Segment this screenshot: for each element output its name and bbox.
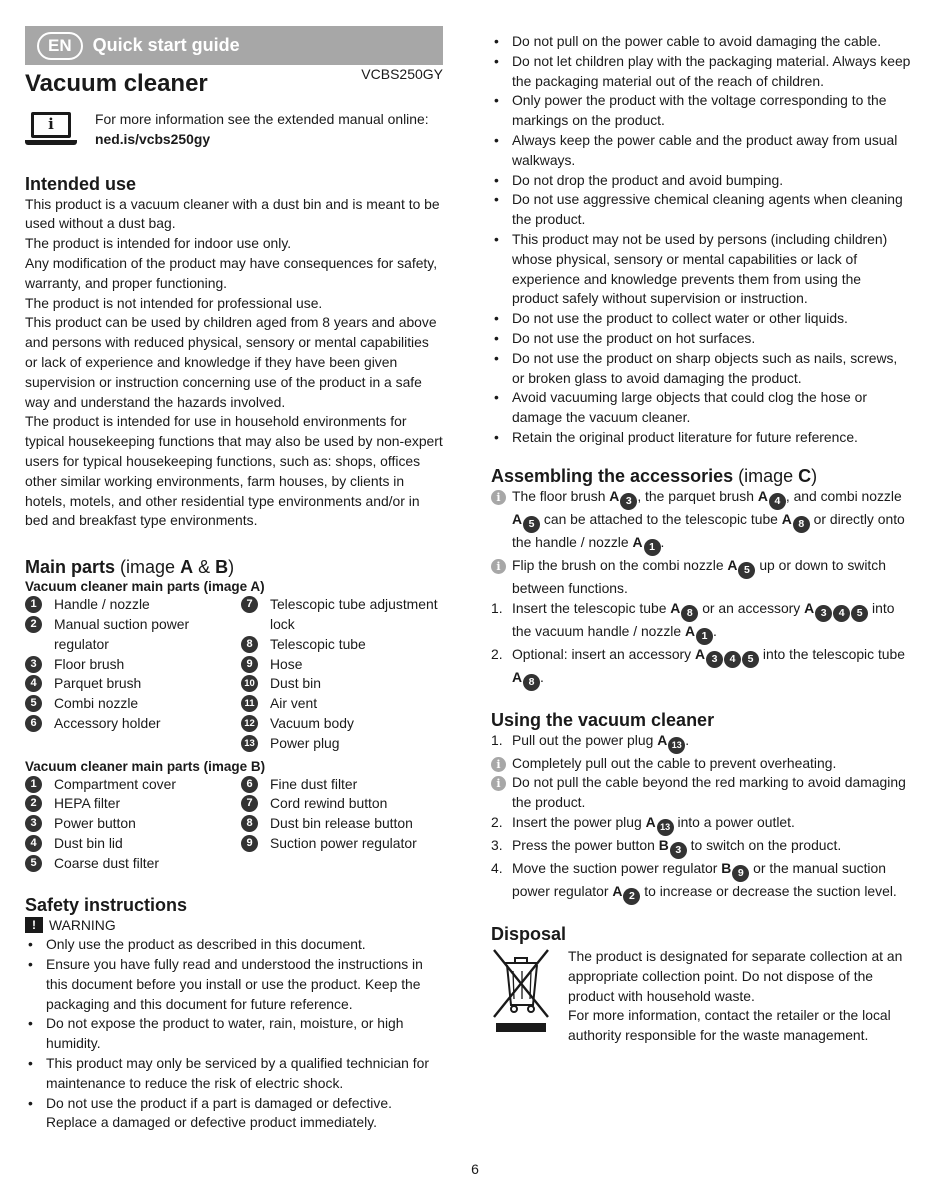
safety-list-left (25, 935, 443, 1133)
list-item: • Do not use the product on sharp objects such as nails, screws, or broken glass to avoid damaging the product. (491, 349, 911, 389)
list-item: • Do not use aggressive chemical cleaning agents when cleaning the product. (491, 190, 911, 230)
list-item: • Do not use the product to collect water or other liquids. (491, 309, 911, 329)
list-item: 1 Compartment cover (25, 775, 241, 795)
intended-use-paragraph: Any modification of the product may have consequences for safety, warranty, and proper functioning. (25, 254, 438, 291)
list-item: • Ensure you have fully read and understood the instructions in this document before you install or use the product. Keep the packaging and this document for future reference. (25, 955, 443, 1014)
list-item: 5 Coarse dust filter (25, 854, 241, 874)
using-note: i Do not pull the cable beyond the red marking to avoid damaging the product. (491, 773, 911, 813)
list-item: • Do not expose the product to water, rain, moisture, or high humidity. (25, 1014, 443, 1054)
warning-triangle-icon: ! (25, 917, 43, 933)
info-icon: i (491, 757, 506, 772)
disposal-heading: Disposal (491, 923, 567, 944)
list-item: • Avoid vacuuming large objects that could clog the hose or damage the vacuum cleaner. (491, 388, 911, 428)
list-item: 3 Power button (25, 814, 241, 834)
assembling-note: i Flip the brush on the combi nozzle A 5 up or down to switch between functions. (491, 556, 911, 599)
list-item: 10 Dust bin (241, 674, 443, 694)
list-item: 4 Dust bin lid (25, 834, 241, 854)
warning-label-row (25, 916, 443, 936)
intended-use-paragraph: The product is intended for use in household environments for typical housekeeping functions that may also be used by non-expert users for typical housekeeping functions, such as: shops, offices other similar working environments, farm houses, by clients in hotels, motels, and other residential type environments and/or in bed and breakfast type environments. (25, 413, 443, 529)
assembling-heading: Assembling the accessories (image C) (491, 465, 818, 486)
list-item: 8 Dust bin release button (241, 814, 443, 834)
list-item: 5 Combi nozzle (25, 694, 241, 714)
list-item: • This product may not be used by persons (including children) whose physical, sensory or mental capabilities or lack of experience and knowledge prevents them from using the product safely without supervision or instruction. (491, 230, 911, 309)
disposal-section (491, 923, 911, 1046)
using-step: 2. Insert the power plug A 13 into a power outlet. (491, 813, 911, 836)
list-item: 1 Handle / nozzle (25, 595, 241, 615)
info-icon: i (491, 559, 506, 574)
disposal-text: For more information, contact the retailer or the local authority responsible for the waste management. (568, 1007, 891, 1044)
using-step: 1. Pull out the power plug A 13 . (491, 731, 911, 754)
info-icon: i (491, 490, 506, 505)
list-item: • Retain the original product literature for future reference. (491, 428, 911, 448)
list-item: • Do not drop the product and avoid bumping. (491, 171, 911, 191)
list-item: 3 Floor brush (25, 655, 241, 675)
assembling-note: i The floor brush A 3 , the parquet brush A 4 , and combi nozzle A 5 can be attached to the telescopic tube A 8 or directly onto the handle / nozzle A 1 . (491, 487, 911, 556)
intended-use-heading: Intended use (25, 173, 137, 194)
online-manual-url[interactable]: ned.is/vcbs250gy (95, 130, 211, 147)
image-b-parts-list (25, 775, 443, 874)
intended-use-paragraph: The product is intended for indoor use only. (25, 235, 292, 252)
intended-use-paragraph: This product can be used by children aged from 8 years and above and persons with reduced physical, sensory or mental capabilities or lack of experience and knowledge if they have been given supervision or instruction concerning use of the product in a safe way and understand the hazards involved. (25, 314, 437, 410)
banner-title: Quick start guide (92, 34, 240, 55)
online-manual-info (25, 110, 443, 150)
document-title: Vacuum cleaner (25, 70, 208, 97)
assembling-step: 1. Insert the telescopic tube A 8 or an accessory A 3 4 5 into the vacuum handle / nozzle A 1 . (491, 599, 911, 645)
using-note: i Completely pull out the cable to prevent overheating. (491, 754, 911, 774)
using-step: 4. Move the suction power regulator B 9 or the manual suction power regulator A 2 to increase or decrease the suction level. (491, 859, 911, 905)
image-b-parts-title: Vacuum cleaner main parts (image B) (25, 758, 266, 774)
list-item: 9 Suction power regulator (241, 834, 443, 854)
page-number: 6 (471, 1161, 479, 1177)
list-item: 11 Air vent (241, 694, 443, 714)
intended-use-paragraph: This product is a vacuum cleaner with a dust bin and is meant to be used without a dust bag. (25, 195, 440, 232)
list-item: • Do not let children play with the packaging material. Always keep the packaging material out of the reach of children. (491, 52, 911, 92)
list-item: • Do not use the product if a part is damaged or defective. Replace a damaged or defective product immediately. (25, 1094, 443, 1134)
list-item: 7 Telescopic tube adjustment lock (241, 595, 443, 635)
list-item: • Always keep the power cable and the product away from usual walkways. (491, 131, 911, 171)
intended-use-section (25, 173, 443, 532)
online-manual-text: For more information see the extended manual online: (95, 111, 429, 127)
list-item: 13 Power plug (241, 734, 443, 754)
using-section (491, 709, 911, 905)
main-parts-heading: Main parts (image A & B) (25, 557, 235, 578)
assembling-section (491, 465, 911, 691)
list-item: • Do not use the product on hot surfaces. (491, 329, 911, 349)
image-a-parts-title: Vacuum cleaner main parts (image A) (25, 579, 265, 595)
laptop-info-icon: i (25, 112, 77, 148)
list-item: 9 Hose (241, 655, 443, 675)
assembling-step: 2. Optional: insert an accessory A 3 4 5 into the telescopic tube A 8 . (491, 645, 911, 691)
safety-section (25, 894, 443, 1134)
title-row (25, 68, 443, 98)
list-item: 7 Cord rewind button (241, 794, 443, 814)
right-column (491, 32, 911, 1046)
list-item: 6 Accessory holder (25, 714, 241, 734)
list-item: 8 Telescopic tube (241, 635, 443, 655)
list-item: 12 Vacuum body (241, 714, 443, 734)
list-item: 2 Manual suction power regulator (25, 615, 241, 655)
language-badge: EN (37, 32, 83, 60)
image-a-parts-list (25, 595, 443, 753)
list-item: • Only use the product as described in this document. (25, 935, 443, 955)
list-item: 6 Fine dust filter (241, 775, 443, 795)
crossed-out-wheelie-bin-icon (491, 947, 551, 1035)
intended-use-paragraph: The product is not intended for professional use. (25, 294, 323, 311)
warning-label: WARNING (49, 916, 116, 933)
left-column (25, 26, 443, 1133)
list-item: • Only power the product with the voltage corresponding to the markings on the product. (491, 91, 911, 131)
using-heading: Using the vacuum cleaner (491, 709, 715, 730)
list-item: 4 Parquet brush (25, 674, 241, 694)
safety-heading: Safety instructions (25, 894, 188, 915)
list-item: • This product may only be serviced by a qualified technician for maintenance to reduce the risk of electric shock. (25, 1054, 443, 1094)
using-step: 3. Press the power button B 3 to switch on the product. (491, 836, 911, 859)
list-item: • Do not pull on the power cable to avoid damaging the cable. (491, 32, 911, 52)
main-parts-section (25, 556, 443, 873)
list-item: 2 HEPA filter (25, 794, 241, 814)
info-icon: i (491, 776, 506, 791)
disposal-text: The product is designated for separate collection at an appropriate collection point. Do not dispose of the product with household waste. (568, 947, 903, 1004)
safety-list-right (491, 32, 911, 448)
model-code: VCBS250GY (361, 66, 443, 83)
header-banner (25, 26, 443, 65)
